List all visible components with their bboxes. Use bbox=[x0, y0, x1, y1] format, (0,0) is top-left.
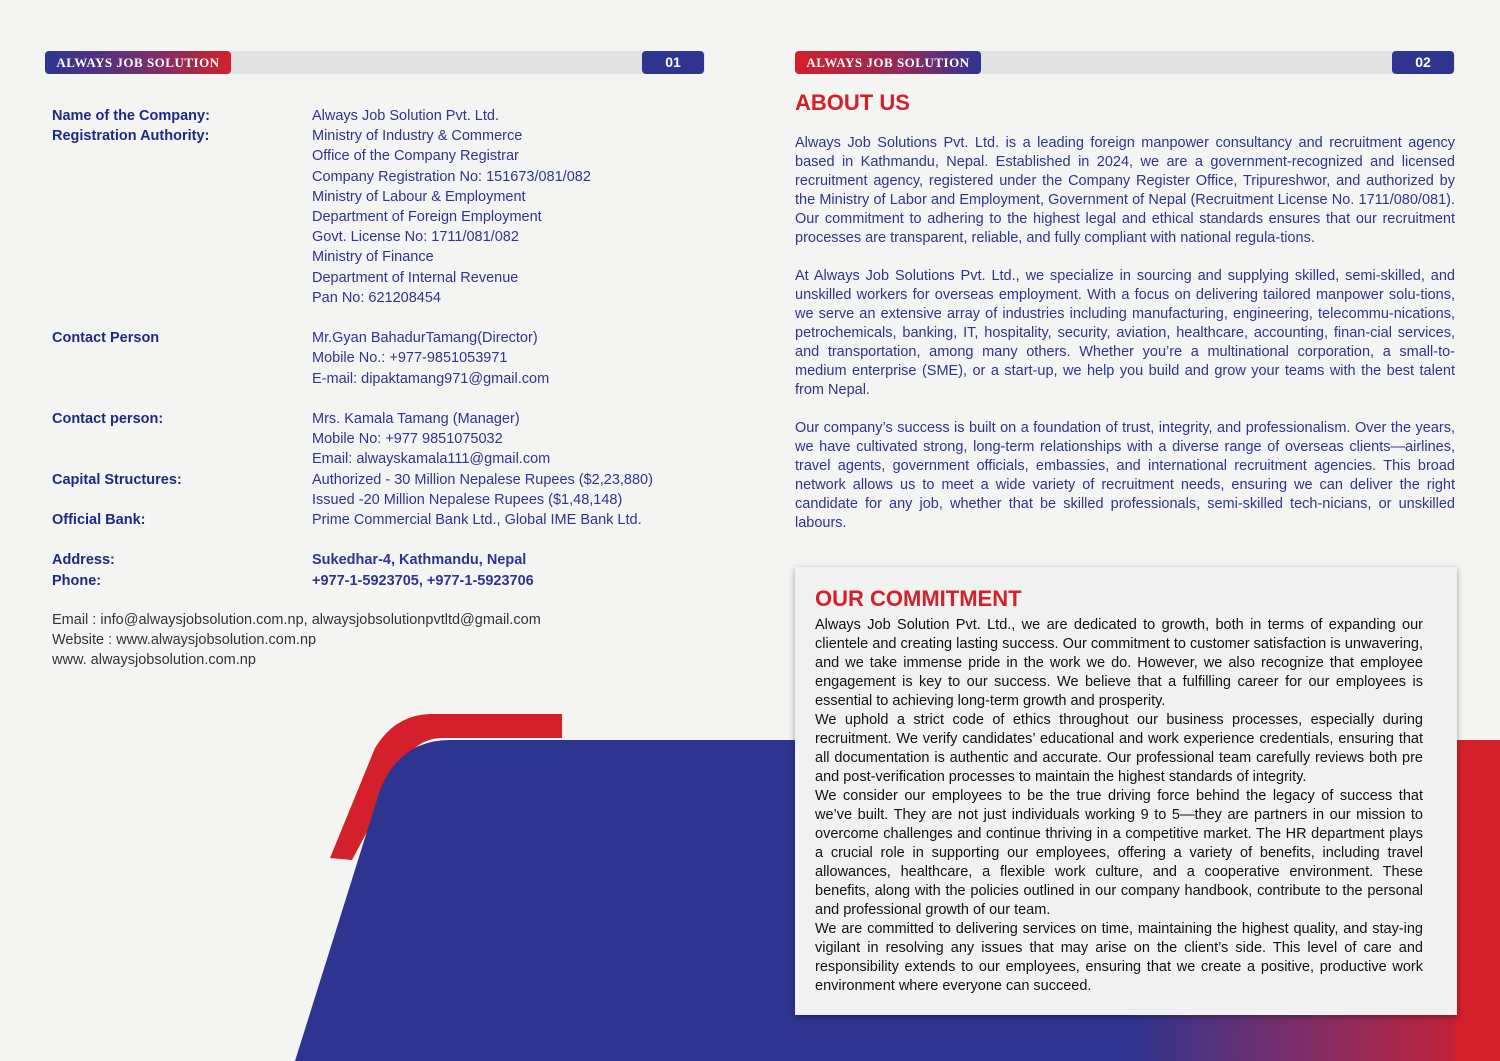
info-row-registration bbox=[52, 126, 752, 308]
info-label: Contact person: bbox=[52, 411, 164, 428]
about-paragraph: At Always Job Solutions Pvt. Ltd., we specialize in sourcing and supplying skilled, semi-skilled, and unskilled workers for overseas employment. With a focus on delivering tailored manpower solu-tions, we serve an extensive array of industries including manufacturing, engineering, telecommu-nications, petrochemicals, banking, IT, hospitality, security, aviation, healthcare, accounting, finan-cial services, and transportation, among many others. Whether you’re a multinational corporation, a small-to-medium enterprise (SME), or a start-up, we help you build and grow your teams with the best talent from Nepal. bbox=[795, 268, 1455, 398]
commitment-paragraph: We are committed to delivering services on time, maintaining the highest quality, and stay-ing vigilant in resolving any issues that may arise on the client’s side. This level of care and responsibility extends to our employees, ensuring that we create a positive, productive work environment where everyone can succeed. bbox=[815, 921, 1423, 994]
page-number-left: 01 bbox=[642, 51, 704, 74]
info-value: Mrs. Kamala Tamang (Manager) bbox=[312, 411, 520, 428]
info-value: Email: alwayskamala111@gmail.com bbox=[312, 451, 551, 468]
info-value: Office of the Company Registrar bbox=[312, 148, 519, 165]
info-value: Mobile No: +977 9851075032 bbox=[312, 431, 503, 448]
info-label: Capital Structures: bbox=[52, 471, 182, 488]
info-value: E-mail: dipaktamang971@gmail.com bbox=[312, 370, 550, 387]
info-value: Pan No: 621208454 bbox=[312, 289, 441, 306]
info-row-address bbox=[52, 550, 752, 570]
info-value: Mr.Gyan BahadurTamang(Director) bbox=[312, 330, 538, 347]
info-value: Authorized - 30 Million Nepalese Rupees ($2,23,880) bbox=[312, 471, 653, 488]
email-line[interactable]: Email : info@alwaysjobsolution.com.np, alwaysjobsolutionpvtltd@gmail.com bbox=[52, 612, 541, 628]
info-label: Official Bank: bbox=[52, 512, 146, 529]
commitment-paragraph: We consider our employees to be the true driving force behind the legacy of success that we’ve built. They are not just individuals working 9 to 5—they are partners in our mission to overcome challenges and continue thriving in a competitive market. The HR department plays a crucial role in supporting our employees, offering a variety of benefits, including travel allowances, healthcare, a flexible work culture, and a cooperative environment. These benefits, along with the policies outlined in our company handbook, contribute to the personal and professional growth of our team. bbox=[815, 788, 1423, 918]
info-label: Phone: bbox=[52, 572, 102, 589]
info-row-bank bbox=[52, 510, 752, 530]
contact-block bbox=[52, 610, 541, 671]
info-value: Always Job Solution Pvt. Ltd. bbox=[312, 108, 499, 124]
info-label: Contact Person bbox=[52, 330, 160, 347]
website-line[interactable]: Website : www.alwaysjobsolution.com.np bbox=[52, 632, 317, 649]
info-row-contact-manager bbox=[52, 409, 752, 470]
info-value: Department of Foreign Employment bbox=[312, 209, 542, 226]
about-title: ABOUT US bbox=[795, 90, 910, 115]
info-value: Ministry of Finance bbox=[312, 249, 434, 266]
info-value: Prime Commercial Bank Ltd., Global IME Bank Ltd. bbox=[312, 512, 642, 529]
info-value: Ministry of Labour & Employment bbox=[312, 188, 526, 205]
info-label: Registration Authority: bbox=[52, 128, 210, 145]
red-side-band bbox=[1455, 740, 1500, 1061]
info-row-contact-director bbox=[52, 328, 752, 389]
info-row-capital bbox=[52, 470, 752, 510]
page-number-right: 02 bbox=[1392, 51, 1454, 74]
commitment-body bbox=[815, 616, 1423, 996]
info-value: Issued -20 Million Nepalese Rupees ($1,48,148) bbox=[312, 491, 623, 508]
info-value: Department of Internal Revenue bbox=[312, 269, 519, 286]
bottom-gradient-band bbox=[820, 1012, 1500, 1061]
info-value: Mobile No.: +977-9851053971 bbox=[312, 350, 508, 367]
info-label: Name of the Company: bbox=[52, 108, 210, 124]
info-value: Company Registration No: 151673/081/082 bbox=[312, 168, 591, 185]
info-value: +977-1-5923705, +977-1-5923706 bbox=[312, 572, 534, 589]
about-paragraph: Always Job Solutions Pvt. Ltd. is a leading foreign manpower consultancy and recruitment agency based in Kathmandu, Nepal. Established in 2024, we are a government-recognized and licensed recruitment agency, registered under the Company Register Office, Tripureshwor, and authorized by the Ministry of Labor and Employment, Government of Nepal (Recruitment License No. 1711/080/081). Our commitment to adhering to the highest legal and ethical standards ensures that our recruitment processes are transparent, reliable, and fully compliant with national regula-tions. bbox=[795, 135, 1455, 246]
commitment-paragraph: Always Job Solution Pvt. Ltd., we are dedicated to growth, both in terms of expanding our clientele and creating lasting success. Our commitment to customer satisfaction is unwavering, and we take immense pride in the work we do. However, we also recognize that employee engagement is key to our success. We believe that a fulfilling career for our employees is essential to achieving long-term growth and prosperity. bbox=[815, 617, 1423, 709]
brand-label-right: ALWAYS JOB SOLUTION bbox=[795, 51, 981, 74]
info-row-phone bbox=[52, 571, 752, 591]
info-value: Sukedhar-4, Kathmandu, Nepal bbox=[312, 552, 527, 569]
about-body bbox=[795, 134, 1455, 552]
web-line[interactable]: www. alwaysjobsolution.com.np bbox=[52, 652, 256, 669]
commitment-title: OUR COMMITMENT bbox=[815, 586, 1022, 611]
about-paragraph: Our company’s success is built on a foundation of trust, integrity, and professionalism. Over the years, we have cultivated strong, long-term relationships with a diverse range of overseas clients—airlines, travel agents, government officials, embassies, and international recruitment agencies. This broad network allows us to meet a wide variety of recruitment needs, ensuring we can deliver the right candidate for any job, whether that be skilled professionals, semi-skilled tech-nicians, or unskilled labours. bbox=[795, 420, 1455, 531]
company-info bbox=[52, 106, 752, 591]
brand-label-left: ALWAYS JOB SOLUTION bbox=[45, 51, 231, 74]
info-row-company-name bbox=[52, 106, 752, 126]
info-value: Ministry of Industry & Commerce bbox=[312, 128, 523, 145]
info-label: Address: bbox=[52, 552, 115, 569]
commitment-paragraph: We uphold a strict code of ethics throughout our business processes, especially during recruitment. We verify candidates’ educational and work experience credentials, ensuring that all documentation is authentic and accurate. Our professional team carefully reviews both pre and post-verification processes to maintain the highest standards of integrity. bbox=[815, 712, 1423, 785]
info-value: Govt. License No: 1711/081/082 bbox=[312, 229, 519, 246]
